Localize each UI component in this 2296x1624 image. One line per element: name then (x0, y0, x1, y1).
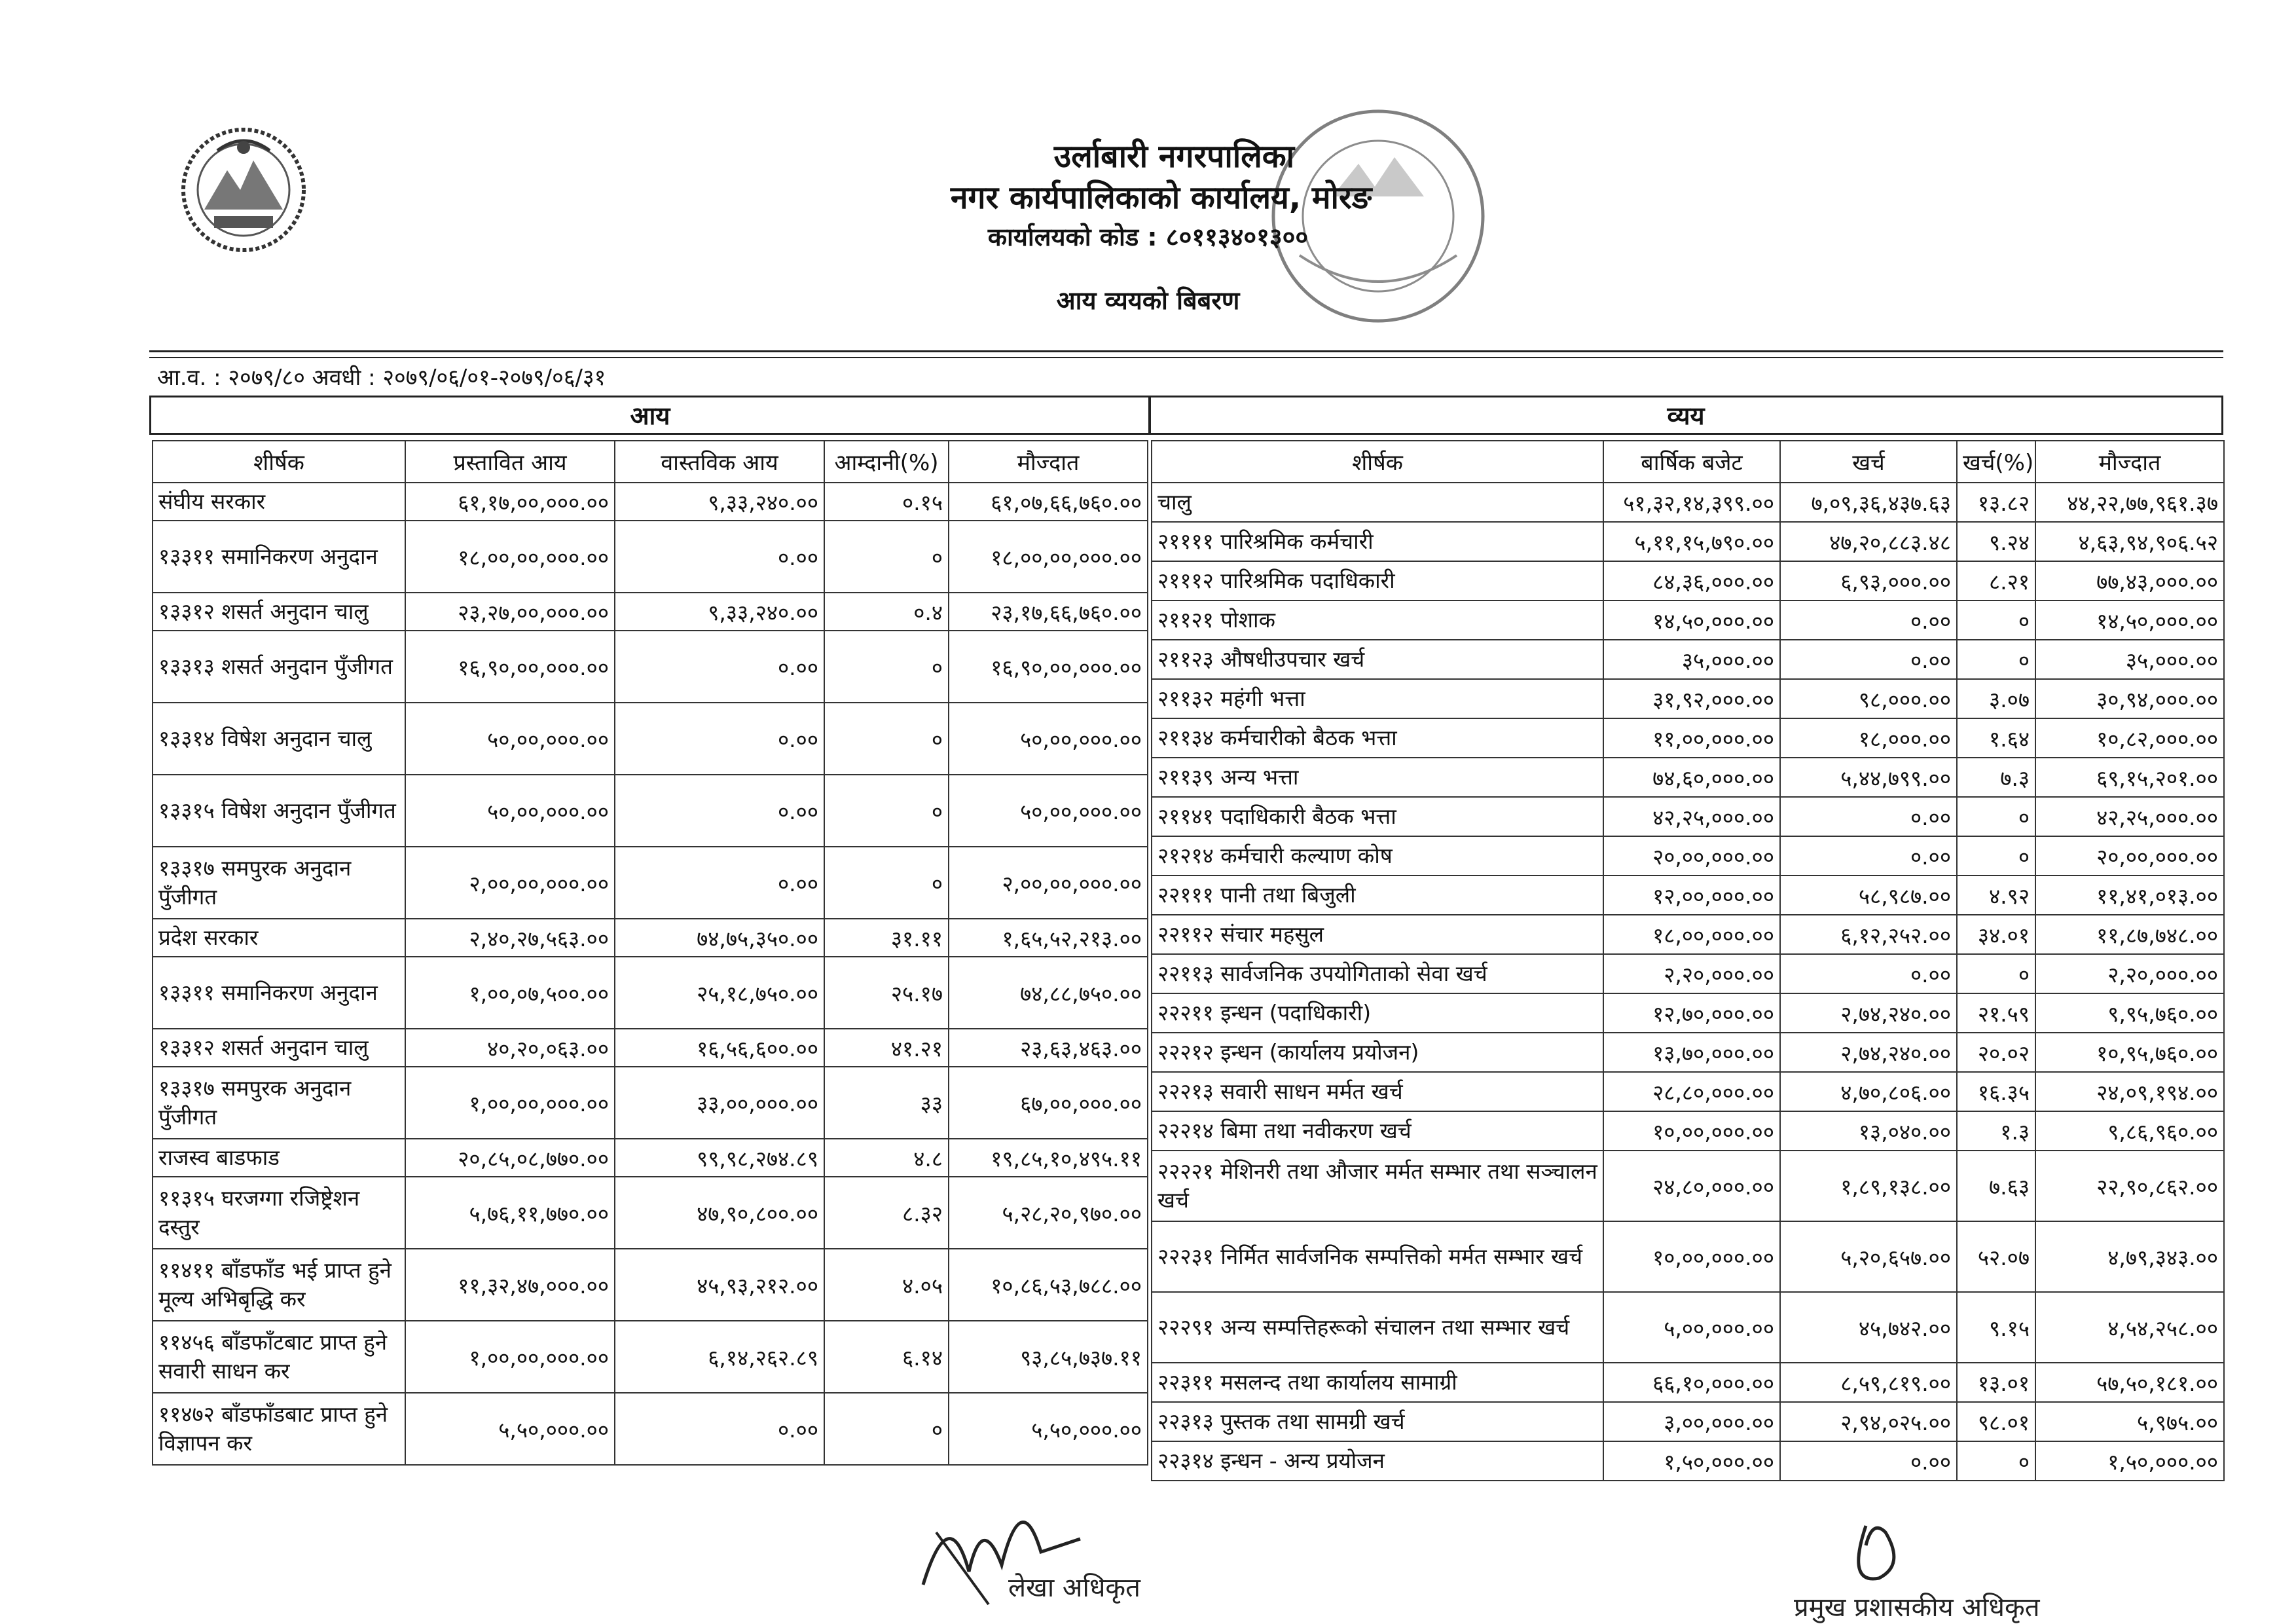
expense-row (1152, 915, 2224, 954)
expense-spent-cell: १३,०४०.०० (1780, 1111, 1957, 1151)
income-actual-cell: ९,३३,२४०.०० (615, 593, 824, 631)
income-head-cell: १३३१५ विषेश अनुदान पुँजीगत (153, 775, 405, 847)
fiscal-period: आ.व. : २०७९/८० अवधी : २०७९/०६/०१-२०७९/०६/३१ (157, 365, 606, 391)
expense-row (1152, 1441, 2224, 1481)
expense-percent-cell: ० (1957, 954, 2035, 993)
expense-balance-cell: ९,८६,९६०.०० (2035, 1111, 2224, 1151)
expense-row (1152, 797, 2224, 836)
expense-row (1152, 718, 2224, 758)
expense-row (1152, 1221, 2224, 1292)
expense-balance-cell: ११,८७,७४८.०० (2035, 915, 2224, 954)
office-code: कार्यालयको कोड : ८०११३४०१३०० (987, 223, 1309, 251)
expense-head-cell: २११३९ अन्य भत्ता (1152, 758, 1603, 797)
income-percent-cell: ४१.२१ (824, 1029, 949, 1067)
income-head-cell: ११४११ बाँडफाँड भई प्राप्त हुने मूल्य अभिबृद्धि कर (153, 1249, 405, 1321)
expense-spent-cell: ५८,९८७.०० (1780, 876, 1957, 915)
expense-head-cell: २२२९१ अन्य सम्पत्तिहरूको संचालन तथा सम्भार खर्च (1152, 1292, 1603, 1363)
income-balance-cell: ५०,००,०००.०० (949, 703, 1148, 775)
income-actual-cell: ९९,९८,२७४.८९ (615, 1139, 824, 1177)
expense-spent-cell: ०.०० (1780, 640, 1957, 679)
expense-spent-cell: ५,२०,६५७.०० (1780, 1221, 1957, 1292)
expense-percent-cell: ७.३ (1957, 758, 2035, 797)
expense-balance-cell: ३५,०००.०० (2035, 640, 2224, 679)
expense-row (1152, 600, 2224, 640)
expense-balance-cell: ४,७९,३४३.०० (2035, 1221, 2224, 1292)
expense-row (1152, 1402, 2224, 1441)
header-divider-thin (149, 357, 2223, 358)
expense-spent-cell: ४,७०,८०६.०० (1780, 1072, 1957, 1111)
office-subtitle: नगर कार्यपालिकाको कार्यालय, मोरङ (950, 179, 1372, 216)
income-balance-cell: ७४,८८,७५०.०० (949, 957, 1148, 1029)
expense-budget-cell: १४,५०,०००.०० (1603, 600, 1780, 640)
income-percent-cell: ४.०५ (824, 1249, 949, 1321)
income-proposed-cell: ५,५०,०००.०० (405, 1393, 615, 1465)
expense-row (1152, 1072, 2224, 1111)
expense-head-cell: २२२१३ सवारी साधन मर्मत खर्च (1152, 1072, 1603, 1111)
expense-budget-cell: १०,००,०००.०० (1603, 1221, 1780, 1292)
expense-percent-cell: २०.०२ (1957, 1033, 2035, 1072)
expense-spent-cell: ६,९३,०००.०० (1780, 561, 1957, 600)
expense-row (1152, 1292, 2224, 1363)
expense-percent-cell: ५२.०७ (1957, 1221, 2035, 1292)
expense-head-cell: २२३११ मसलन्द तथा कार्यालय सामाग्री (1152, 1363, 1603, 1402)
expense-head-cell: २२१११ पानी तथा बिजुली (1152, 876, 1603, 915)
expense-spent-cell: ४७,२०,८८३.४८ (1780, 522, 1957, 561)
income-actual-cell: २५,१८,७५०.०० (615, 957, 824, 1029)
income-head-cell: ११४५६ बाँडफाँटबाट प्राप्त हुने सवारी साधन कर (153, 1321, 405, 1393)
income-row (153, 1029, 1148, 1067)
expense-budget-cell: ११,००,०००.०० (1603, 718, 1780, 758)
income-row (153, 703, 1148, 775)
expense-head-cell: २२२१२ इन्धन (कार्यालय प्रयोजन) (1152, 1033, 1603, 1072)
income-proposed-cell: १८,००,००,०००.०० (405, 521, 615, 593)
accountant-title: लेखा अधिकृत (1008, 1573, 1140, 1603)
expense-percent-cell: ४.९२ (1957, 876, 2035, 915)
income-proposed-cell: ४०,२०,०६३.०० (405, 1029, 615, 1067)
expense-row (1152, 758, 2224, 797)
income-balance-cell: १०,८६,५३,७८८.०० (949, 1249, 1148, 1321)
income-actual-cell: ०.०० (615, 703, 824, 775)
expense-budget-cell: ८४,३६,०००.०० (1603, 561, 1780, 600)
expense-budget-cell: ५,११,१५,७९०.०० (1603, 522, 1780, 561)
expense-head-cell: २२२१४ बिमा तथा नवीकरण खर्च (1152, 1111, 1603, 1151)
expense-balance-cell: ४,५४,२५८.०० (2035, 1292, 2224, 1363)
expense-head-cell: २२११३ सार्वजनिक उपयोगिताको सेवा खर्च (1152, 954, 1603, 993)
expense-spent-cell: ०.०० (1780, 836, 1957, 876)
income-percent-cell: ०.१५ (824, 483, 949, 521)
expense-spent-cell: ०.०० (1780, 1441, 1957, 1481)
income-row (153, 1393, 1148, 1465)
expense-budget-cell: ७४,६०,०००.०० (1603, 758, 1780, 797)
expense-spent-cell: १८,०००.०० (1780, 718, 1957, 758)
expense-budget-cell: २८,८०,०००.०० (1603, 1072, 1780, 1111)
income-balance-cell: ५,२८,२०,९७०.०० (949, 1177, 1148, 1249)
expense-row (1152, 561, 2224, 600)
expense-balance-cell: २०,००,०००.०० (2035, 836, 2224, 876)
expense-col-head: शीर्षक (1152, 441, 1603, 483)
income-percent-cell: ८.३२ (824, 1177, 949, 1249)
income-proposed-cell: २,००,००,०००.०० (405, 847, 615, 919)
income-proposed-cell: ६१,१७,००,०००.०० (405, 483, 615, 521)
expense-row (1152, 640, 2224, 679)
income-row (153, 521, 1148, 593)
income-proposed-cell: ११,३२,४७,०००.०० (405, 1249, 615, 1321)
expense-budget-cell: १०,००,०००.०० (1603, 1111, 1780, 1151)
income-head-cell: ११३१५ घरजग्गा रजिष्ट्रेशन दस्तुर (153, 1177, 405, 1249)
expense-budget-cell: ५,००,०००.०० (1603, 1292, 1780, 1363)
expense-percent-cell: १.६४ (1957, 718, 2035, 758)
income-balance-cell: ९३,८५,७३७.११ (949, 1321, 1148, 1393)
expense-budget-cell: १,५०,०००.०० (1603, 1441, 1780, 1481)
income-actual-cell: ४७,९०,८००.०० (615, 1177, 824, 1249)
expense-row (1152, 1151, 2224, 1221)
expense-head-cell: २२२३१ निर्मित सार्वजनिक सम्पत्तिको मर्मत सम्भार खर्च (1152, 1221, 1603, 1292)
expense-spent-cell: ०.०० (1780, 600, 1957, 640)
expense-percent-cell: ३४.०१ (1957, 915, 2035, 954)
income-row (153, 957, 1148, 1029)
income-proposed-cell: ५,७६,११,७७०.०० (405, 1177, 615, 1249)
expense-spent-cell: २,७४,२४०.०० (1780, 1033, 1957, 1072)
income-row (153, 1321, 1148, 1393)
income-head-cell: १३३१३ शसर्त अनुदान पुँजीगत (153, 631, 405, 703)
income-percent-cell: ० (824, 847, 949, 919)
expense-head-cell: २२११२ संचार महसुल (1152, 915, 1603, 954)
expense-col-budget: बार्षिक बजेट (1603, 441, 1780, 483)
expense-percent-cell: ० (1957, 640, 2035, 679)
expense-percent-cell: १३.८२ (1957, 483, 2035, 522)
expense-balance-cell: ४२,२५,०००.०० (2035, 797, 2224, 836)
expense-row (1152, 836, 2224, 876)
income-head-cell: संघीय सरकार (153, 483, 405, 521)
income-percent-cell: ० (824, 521, 949, 593)
income-actual-cell: ०.०० (615, 521, 824, 593)
income-balance-cell: १६,९०,००,०००.०० (949, 631, 1148, 703)
expense-percent-cell: ९.१५ (1957, 1292, 2035, 1363)
income-head-cell: १३३१२ शसर्त अनुदान चालु (153, 1029, 405, 1067)
expense-budget-cell: १३,७०,०००.०० (1603, 1033, 1780, 1072)
expense-head-cell: २१११२ पारिश्रमिक पदाधिकारी (1152, 561, 1603, 600)
income-row (153, 593, 1148, 631)
expense-head-cell: २२३१३ पुस्तक तथा सामग्री खर्च (1152, 1402, 1603, 1441)
expense-row (1152, 876, 2224, 915)
expense-spent-cell: ७,०९,३६,४३७.६३ (1780, 483, 1957, 522)
expense-budget-cell: ६६,१०,०००.०० (1603, 1363, 1780, 1402)
income-head-cell: १३३१२ शसर्त अनुदान चालु (153, 593, 405, 631)
income-actual-cell: ०.०० (615, 847, 824, 919)
expense-balance-cell: ५७,५०,१८१.०० (2035, 1363, 2224, 1402)
expense-spent-cell: १,८९,१३८.०० (1780, 1151, 1957, 1221)
expense-col-balance: मौज्दात (2035, 441, 2224, 483)
income-percent-cell: ० (824, 703, 949, 775)
expense-spent-cell: २,७४,२४०.०० (1780, 993, 1957, 1033)
expense-balance-cell: ११,४१,०१३.०० (2035, 876, 2224, 915)
expense-balance-cell: ९,९५,७६०.०० (2035, 993, 2224, 1033)
expense-head-cell: २११३४ कर्मचारीको बैठक भत्ता (1152, 718, 1603, 758)
income-balance-cell: २३,६३,४६३.०० (949, 1029, 1148, 1067)
expense-row (1152, 522, 2224, 561)
expense-head-cell: २११२३ औषधीउपचार खर्च (1152, 640, 1603, 679)
expense-budget-cell: ५१,३२,१४,३९९.०० (1603, 483, 1780, 522)
expense-row (1152, 993, 2224, 1033)
income-row (153, 1249, 1148, 1321)
expense-spent-cell: २,९४,०२५.०० (1780, 1402, 1957, 1441)
income-balance-cell: २३,१७,६६,७६०.०० (949, 593, 1148, 631)
expense-head-cell: २११११ पारिश्रमिक कर्मचारी (1152, 522, 1603, 561)
expense-budget-cell: २,२०,०००.०० (1603, 954, 1780, 993)
expense-percent-cell: ० (1957, 836, 2035, 876)
expense-row (1152, 954, 2224, 993)
expense-row (1152, 1363, 2224, 1402)
income-col-head: शीर्षक (153, 441, 405, 483)
expense-balance-cell: १४,५०,०००.०० (2035, 600, 2224, 640)
expense-percent-cell: १६.३५ (1957, 1072, 2035, 1111)
income-percent-cell: ३१.११ (824, 919, 949, 957)
expense-budget-cell: २०,००,०००.०० (1603, 836, 1780, 876)
expense-budget-cell: ३,००,०००.०० (1603, 1402, 1780, 1441)
expense-balance-cell: ४,६३,९४,९०६.५२ (2035, 522, 2224, 561)
expense-row (1152, 1111, 2224, 1151)
expense-head-cell: २१२१४ कर्मचारी कल्याण कोष (1152, 836, 1603, 876)
income-proposed-cell: १,००,००,०००.०० (405, 1067, 615, 1139)
income-head-cell: १३३१४ विषेश अनुदान चालु (153, 703, 405, 775)
income-header-row (153, 441, 1148, 483)
expense-balance-cell: १०,८२,०००.०० (2035, 718, 2224, 758)
income-actual-cell: ०.०० (615, 631, 824, 703)
expense-balance-cell: ७७,४३,०००.०० (2035, 561, 2224, 600)
income-row (153, 775, 1148, 847)
expense-percent-cell: ३.०७ (1957, 679, 2035, 718)
income-percent-cell: ० (824, 1393, 949, 1465)
income-col-actual: वास्तविक आय (615, 441, 824, 483)
expense-percent-cell: ० (1957, 797, 2035, 836)
income-head-cell: प्रदेश सरकार (153, 919, 405, 957)
income-balance-cell: ५,५०,०००.०० (949, 1393, 1148, 1465)
income-balance-cell: १८,००,००,०००.०० (949, 521, 1148, 593)
expense-head-cell: २११२१ पोशाक (1152, 600, 1603, 640)
income-proposed-cell: १,००,०७,५००.०० (405, 957, 615, 1029)
expense-col-spent: खर्च (1780, 441, 1957, 483)
expense-col-percent: खर्च(%) (1957, 441, 2035, 483)
expense-percent-cell: ० (1957, 1441, 2035, 1481)
income-balance-cell: १९,८५,१०,४९५.११ (949, 1139, 1148, 1177)
expense-spent-cell: ०.०० (1780, 954, 1957, 993)
expense-head-cell: २११४१ पदाधिकारी बैठक भत्ता (1152, 797, 1603, 836)
expense-budget-cell: १२,००,०००.०० (1603, 876, 1780, 915)
expense-percent-cell: १.३ (1957, 1111, 2035, 1151)
income-balance-cell: ६७,००,०००.०० (949, 1067, 1148, 1139)
income-proposed-cell: २३,२७,००,०००.०० (405, 593, 615, 631)
expense-budget-cell: ३१,९२,०००.०० (1603, 679, 1780, 718)
expense-balance-cell: ६९,१५,२०१.०० (2035, 758, 2224, 797)
expense-balance-cell: १,५०,०००.०० (2035, 1441, 2224, 1481)
income-col-proposed: प्रस्तावित आय (405, 441, 615, 483)
expense-head-cell: २११३२ महंगी भत्ता (1152, 679, 1603, 718)
income-proposed-cell: ५०,००,०००.०० (405, 775, 615, 847)
income-actual-cell: १६,५६,६००.०० (615, 1029, 824, 1067)
expense-row (1152, 1033, 2224, 1072)
income-row (153, 847, 1148, 919)
header-divider (149, 350, 2223, 352)
income-head-cell: १३३११ समानिकरण अनुदान (153, 521, 405, 593)
expense-balance-cell: १०,९५,७६०.०० (2035, 1033, 2224, 1072)
expense-spent-cell: ०.०० (1780, 797, 1957, 836)
expense-balance-cell: ४४,२२,७७,९६१.३७ (2035, 483, 2224, 522)
expense-header-row (1152, 441, 2224, 483)
income-balance-cell: ६१,०७,६६,७६०.०० (949, 483, 1148, 521)
expense-balance-cell: २४,०९,१९४.०० (2035, 1072, 2224, 1111)
expense-row (1152, 483, 2224, 522)
income-actual-cell: ७४,७५,३५०.०० (615, 919, 824, 957)
expense-head-cell: २२२२१ मेशिनरी तथा औजार मर्मत सम्भार तथा सञ्चालन खर्च (1152, 1151, 1603, 1221)
income-percent-cell: २५.१७ (824, 957, 949, 1029)
expense-percent-cell: ९८.०१ (1957, 1402, 2035, 1441)
income-percent-cell: ६.१४ (824, 1321, 949, 1393)
income-actual-cell: ०.०० (615, 775, 824, 847)
expense-spent-cell: ४५,७४२.०० (1780, 1292, 1957, 1363)
expense-percent-cell: २१.५९ (1957, 993, 2035, 1033)
income-proposed-cell: ५०,००,०००.०० (405, 703, 615, 775)
income-percent-cell: ० (824, 631, 949, 703)
expense-budget-cell: १२,७०,०००.०० (1603, 993, 1780, 1033)
income-balance-cell: २,००,००,०००.०० (949, 847, 1148, 919)
expense-head-cell: २२३१४ इन्धन - अन्य प्रयोजन (1152, 1441, 1603, 1481)
cao-title: प्रमुख प्रशासकीय अधिकृत (1794, 1593, 2040, 1623)
income-row (153, 1177, 1148, 1249)
income-actual-cell: ०.०० (615, 1393, 824, 1465)
income-row (153, 1067, 1148, 1139)
income-proposed-cell: १६,९०,००,०००.०० (405, 631, 615, 703)
office-name: उर्लाबारी नगरपालिका (1053, 138, 1295, 175)
income-row (153, 1139, 1148, 1177)
income-col-balance: मौज्दात (949, 441, 1148, 483)
expense-percent-cell: १३.०१ (1957, 1363, 2035, 1402)
income-head-cell: १३३१७ समपुरक अनुदान पुँजीगत (153, 847, 405, 919)
expense-budget-cell: ३५,०००.०० (1603, 640, 1780, 679)
expense-budget-cell: ४२,२५,०००.०० (1603, 797, 1780, 836)
document-title: आय व्ययको बिबरण (1056, 286, 1240, 315)
income-percent-cell: ० (824, 775, 949, 847)
expense-percent-cell: ९.२४ (1957, 522, 2035, 561)
expense-balance-cell: २,२०,०००.०० (2035, 954, 2224, 993)
income-table (152, 440, 1148, 1466)
expense-balance-cell: ३०,९४,०००.०० (2035, 679, 2224, 718)
expense-head-cell: २२२११ इन्धन (पदाधिकारी) (1152, 993, 1603, 1033)
income-row (153, 631, 1148, 703)
expense-percent-cell: ८.२१ (1957, 561, 2035, 600)
income-section-title: आय (149, 396, 1151, 435)
expense-table (1151, 440, 2225, 1481)
income-head-cell: ११४७२ बाँडफाँडबाट प्राप्त हुने विज्ञापन कर (153, 1393, 405, 1465)
expense-spent-cell: ९८,०००.०० (1780, 679, 1957, 718)
expense-row (1152, 679, 2224, 718)
expense-percent-cell: ० (1957, 600, 2035, 640)
income-row (153, 483, 1148, 521)
income-balance-cell: १,६५,५२,२१३.०० (949, 919, 1148, 957)
income-actual-cell: ३३,००,०००.०० (615, 1067, 824, 1139)
income-proposed-cell: २०,८५,०८,७७०.०० (405, 1139, 615, 1177)
expense-spent-cell: ६,१२,२५२.०० (1780, 915, 1957, 954)
income-percent-cell: ०.४ (824, 593, 949, 631)
expense-spent-cell: ८,५९,८१९.०० (1780, 1363, 1957, 1402)
income-actual-cell: ९,३३,२४०.०० (615, 483, 824, 521)
expense-budget-cell: २४,८०,०००.०० (1603, 1151, 1780, 1221)
income-actual-cell: ४५,९३,२१२.०० (615, 1249, 824, 1321)
expense-balance-cell: २२,९०,८६२.०० (2035, 1151, 2224, 1221)
income-proposed-cell: १,००,००,०००.०० (405, 1321, 615, 1393)
expense-budget-cell: १८,००,०००.०० (1603, 915, 1780, 954)
income-col-percent: आम्दानी(%) (824, 441, 949, 483)
income-percent-cell: ४.८ (824, 1139, 949, 1177)
income-percent-cell: ३३ (824, 1067, 949, 1139)
expense-head-cell: चालु (1152, 483, 1603, 522)
income-proposed-cell: २,४०,२७,५६३.०० (405, 919, 615, 957)
expense-spent-cell: ५,४४,७९९.०० (1780, 758, 1957, 797)
expense-section-title: व्यय (1148, 396, 2223, 435)
income-balance-cell: ५०,००,०००.०० (949, 775, 1148, 847)
income-head-cell: राजस्व बाडफाड (153, 1139, 405, 1177)
income-head-cell: १३३१७ समपुरक अनुदान पुँजीगत (153, 1067, 405, 1139)
income-row (153, 919, 1148, 957)
expense-percent-cell: ७.६३ (1957, 1151, 2035, 1221)
income-head-cell: १३३११ समानिकरण अनुदान (153, 957, 405, 1029)
expense-balance-cell: ५,९७५.०० (2035, 1402, 2224, 1441)
income-actual-cell: ६,१४,२६२.८९ (615, 1321, 824, 1393)
